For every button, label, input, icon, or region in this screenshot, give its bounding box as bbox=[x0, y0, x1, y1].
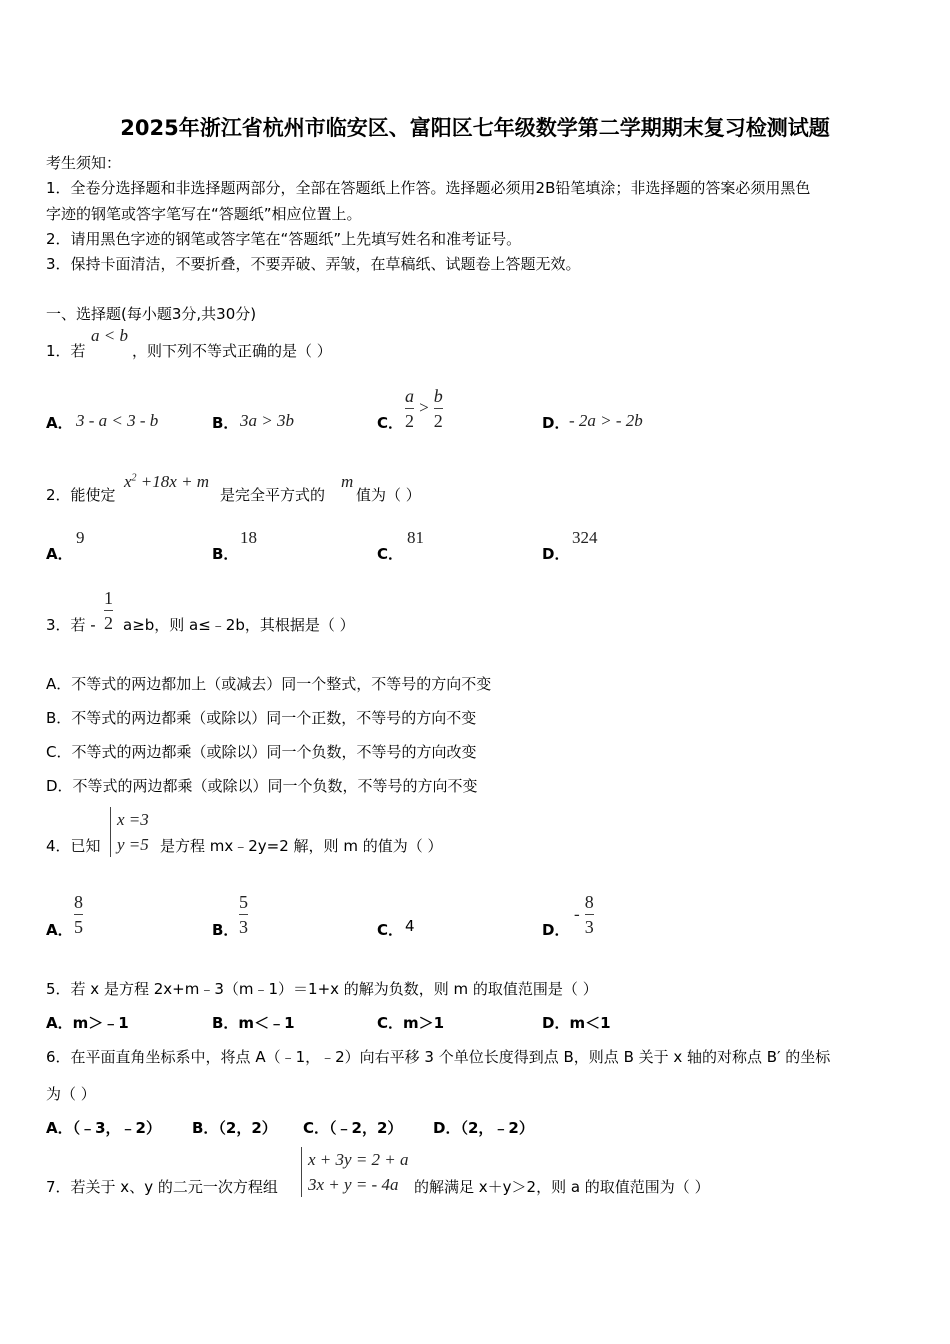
notice-line-2: 2．请用黑色字迹的钢笔或答字笔在“答题纸”上先填写姓名和准考证号。 bbox=[46, 230, 522, 248]
notice-heading: 考生须知： bbox=[46, 154, 122, 172]
q5-option-a[interactable]: A．m＞﹣1 bbox=[46, 1014, 129, 1032]
notice-line-3: 3．保持卡面清洁，不要折叠，不要弄破、弄皱，在草稿纸、试题卷上答题无效。 bbox=[46, 255, 581, 273]
q4-text: 是方程 mx﹣2y=2 解，则 m 的值为（ ） bbox=[160, 837, 443, 855]
q7-number: 7．若关于 x、y 的二元一次方程组 bbox=[46, 1178, 278, 1196]
q1-option-c-label[interactable]: C． bbox=[377, 414, 404, 432]
q2-option-c-label[interactable]: C． bbox=[377, 545, 404, 563]
q3-fraction: $\frac{1}{2}$ bbox=[104, 588, 113, 633]
q7-text: 的解满足 x＋y＞2，则 a 的取值范围为（ ） bbox=[414, 1178, 710, 1196]
q4-option-a-label[interactable]: A． bbox=[46, 921, 73, 939]
q6-option-c[interactable]: C．（﹣2，2） bbox=[303, 1119, 403, 1137]
q4-option-a[interactable]: $\frac{8}{5}$ bbox=[74, 892, 83, 937]
q1-number: 1．若 bbox=[46, 342, 86, 360]
q1-option-d-label[interactable]: D． bbox=[542, 414, 570, 432]
q6-option-b[interactable]: B．（2，2） bbox=[192, 1119, 277, 1137]
q1-text: ，则下列不等式正确的是（ ） bbox=[132, 342, 332, 360]
q1-option-a[interactable]: 3 - a < 3 - b bbox=[76, 411, 159, 430]
q1-condition: a < b bbox=[91, 326, 128, 345]
q6-option-a[interactable]: A．（﹣3，﹣2） bbox=[46, 1119, 161, 1137]
q2-option-d-label[interactable]: D． bbox=[542, 545, 570, 563]
q2-number: 2．能使定 bbox=[46, 486, 116, 504]
q4-option-d-label[interactable]: D． bbox=[542, 921, 570, 939]
q4-number: 4．已知 bbox=[46, 837, 101, 855]
q3-option-a[interactable]: A．不等式的两边都加上（或减去）同一个整式，不等号的方向不变 bbox=[46, 675, 492, 693]
q2-variable: m bbox=[341, 472, 354, 491]
q1-option-b-label[interactable]: B． bbox=[212, 414, 239, 432]
q4-option-b[interactable]: $\frac{5}{3}$ bbox=[239, 892, 248, 937]
q5-text: 5．若 x 是方程 2x+m﹣3（m﹣1）＝1+x 的解为负数，则 m 的取值范围是（ ） bbox=[46, 980, 598, 998]
q1-option-a-label[interactable]: A． bbox=[46, 414, 73, 432]
q1-c-operator: > bbox=[419, 398, 429, 417]
q5-option-c[interactable]: C．m＞1 bbox=[377, 1014, 445, 1032]
notice-line-1b: 字迹的钢笔或答字笔写在“答题纸”相应位置上。 bbox=[46, 205, 362, 223]
q3-text: a≥b，则 a≤﹣2b，其根据是（ ） bbox=[123, 616, 355, 634]
q3-option-c[interactable]: C．不等式的两边都乘（或除以）同一个负数，不等号的方向改变 bbox=[46, 743, 477, 761]
q7-system: x + 3y = 2 + a 3x + y = - 4a bbox=[301, 1147, 409, 1197]
q2-text-1: 是完全平方式的 bbox=[220, 486, 326, 504]
q4-option-c[interactable]: 4 bbox=[405, 917, 415, 935]
q1-option-d[interactable]: - 2a > - 2b bbox=[569, 411, 643, 430]
q2-text-2: 值为（ ） bbox=[356, 486, 421, 504]
q3-number: 3．若 - bbox=[46, 616, 96, 634]
q4-option-c-label[interactable]: C． bbox=[377, 921, 404, 939]
q4-system: x =3 y =5 bbox=[110, 807, 149, 857]
q1-option-b[interactable]: 3a > 3b bbox=[240, 411, 294, 430]
q2-option-a-label[interactable]: A． bbox=[46, 545, 73, 563]
q2-option-b[interactable]: 18 bbox=[240, 528, 257, 547]
q6-text-line-1: 6．在平面直角坐标系中，将点 A（﹣1，﹣2）向右平移 3 个单位长度得到点 B，则点 B 关于 x 轴的对称点 B′ 的坐标 bbox=[46, 1048, 831, 1066]
page-title: 2025年浙江省杭州市临安区、富阳区七年级数学第二学期期末复习检测试题 bbox=[120, 116, 830, 140]
q6-text-line-2: 为（ ） bbox=[46, 1085, 96, 1103]
q2-expression: $x^2 +18x + m$ bbox=[124, 472, 210, 491]
q2-option-d[interactable]: 324 bbox=[572, 528, 598, 547]
q3-option-d[interactable]: D．不等式的两边都乘（或除以）同一个负数，不等号的方向不变 bbox=[46, 777, 478, 795]
q1-c-fraction-right: $\frac{b}{2}$ bbox=[433, 386, 443, 431]
q1-option-c[interactable] bbox=[405, 386, 443, 431]
q3-option-b[interactable]: B．不等式的两边都乘（或除以）同一个正数，不等号的方向不变 bbox=[46, 709, 477, 727]
q4-option-b-label[interactable]: B． bbox=[212, 921, 239, 939]
q2-option-c[interactable]: 81 bbox=[407, 528, 424, 547]
q1-c-fraction-left: $\frac{a}{2}$ bbox=[405, 386, 414, 431]
section-heading: 一、选择题(每小题3分,共30分) bbox=[46, 305, 257, 323]
q5-option-b[interactable]: B．m＜﹣1 bbox=[212, 1014, 295, 1032]
q5-option-d[interactable]: D．m＜1 bbox=[542, 1014, 611, 1032]
q2-option-b-label[interactable]: B． bbox=[212, 545, 239, 563]
q4-option-d[interactable]: - $\frac{8}{3}$ bbox=[574, 892, 594, 937]
q2-option-a[interactable]: 9 bbox=[76, 528, 85, 547]
q6-option-d[interactable]: D．（2，﹣2） bbox=[433, 1119, 534, 1137]
notice-line-1a: 1．全卷分选择题和非选择题两部分，全部在答题纸上作答。选择题必须用2B铅笔填涂；非选择题的答案必须用黑色 bbox=[46, 179, 811, 197]
